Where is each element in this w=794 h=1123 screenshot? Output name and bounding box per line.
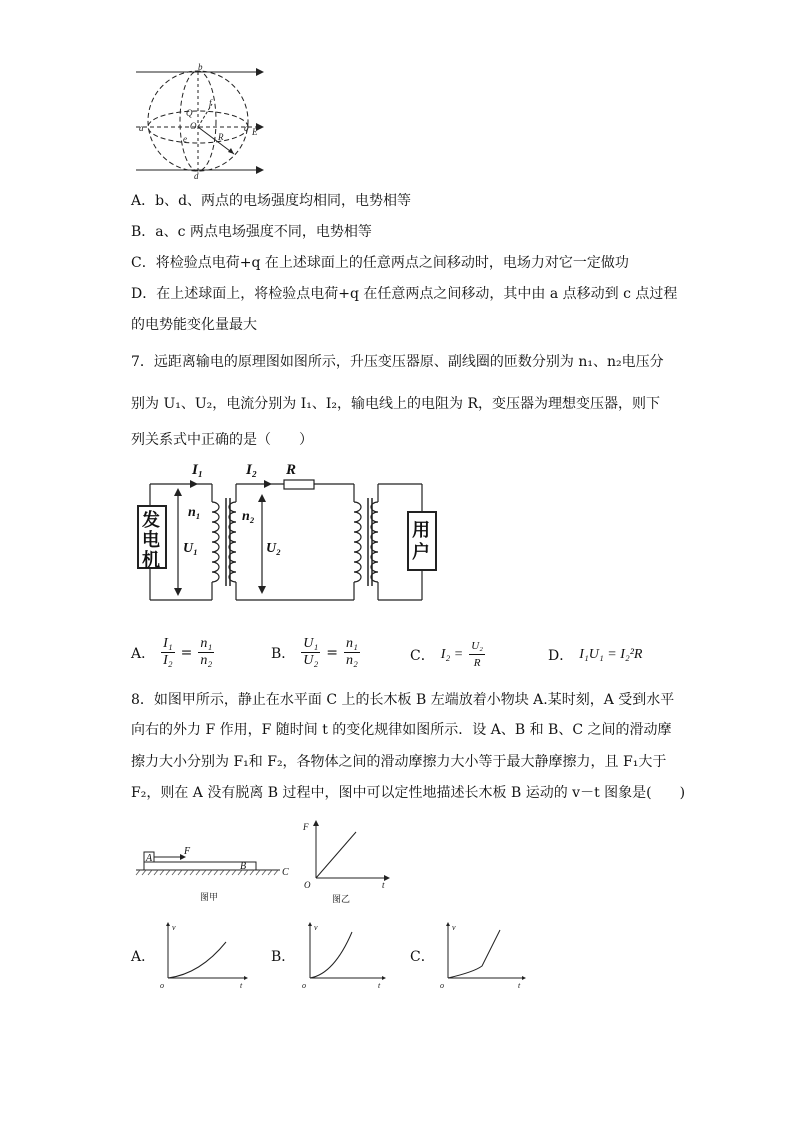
fraction-denominator: n₂ — [200, 653, 213, 668]
fraction-numerator: I₁ — [163, 636, 173, 651]
fraction-i1-i2 — [161, 636, 175, 669]
q8-stem-line1: 8．如图甲所示，静止在水平面 C 上的长木板 B 左端放着小物块 A.某时刻，A 受到水平 — [131, 692, 675, 708]
q8-stem-line4: F₂，则在 A 没有脱离 B 过程中，图中可以定性地描述长木板 B 运动的 v－t 图象是( ) — [131, 785, 686, 801]
power-transmission-circuit — [130, 458, 440, 606]
turns-n2-label: n₂ — [242, 509, 255, 524]
axis-t-label: t — [240, 981, 243, 990]
voltage-u1-label: U₁ — [183, 541, 198, 556]
label-E: E — [252, 127, 258, 137]
figure-yi-caption: 图乙 — [332, 895, 351, 905]
option-d-expression: I₁U₁ = I₂²R — [579, 647, 643, 662]
q7-option-c — [410, 638, 485, 671]
surface-c-label: C — [282, 867, 289, 878]
current-i2-label: I₂ — [246, 462, 258, 478]
q7-option-d-label: D． — [548, 648, 574, 664]
board-b-label: B — [240, 861, 247, 872]
fraction-denominator: U₂ — [303, 653, 319, 668]
q7-option-d — [548, 645, 642, 665]
label-b: b — [198, 62, 203, 72]
origin-o-label: O — [304, 880, 311, 890]
q8-stem-line2: 向右的外力 F 作用，F 随时间 t 的变化规律如图所示．设 A、B 和 B、C 之间的滑动摩 — [131, 722, 672, 738]
fraction-denominator: R — [473, 657, 481, 669]
q7-option-a-label: A． — [131, 645, 156, 662]
fraction-numerator: U₁ — [303, 636, 319, 651]
label-f: f — [209, 98, 212, 108]
q7-stem-line2: 别为 U₁、U₂，电流分别为 I₁、I₂，输电线上的电阻为 R，变压器为理想变压器，则下 — [131, 396, 660, 412]
fraction-n1-n2 — [198, 636, 214, 669]
label-R: R — [218, 132, 224, 142]
generator-char-2: 电 — [142, 530, 160, 551]
q6-option-c: C．将检验点电荷+q 在上述球面上的任意两点之间移动时，电场力对它一定做功 — [131, 255, 629, 271]
label-a: a — [139, 123, 144, 133]
figure-jia-caption: 图甲 — [200, 893, 219, 903]
current-i1-label: I₁ — [192, 462, 204, 478]
fraction-u1-u2 — [301, 636, 320, 669]
user-char-1: 用 — [412, 520, 430, 541]
origin-o-label: o — [302, 981, 306, 990]
q7-option-a — [131, 636, 214, 669]
q8-choice-a-vt-graph — [160, 920, 250, 990]
label-c: c — [244, 123, 248, 133]
fraction-denominator: I₂ — [163, 653, 173, 668]
sphere-field-figure — [130, 62, 270, 180]
axis-t-label: t — [518, 981, 521, 990]
user-char-2: 户 — [412, 542, 430, 563]
q8-choice-b-vt-graph — [298, 920, 388, 990]
generator-char-3: 机 — [142, 550, 160, 571]
axis-v-label: v — [452, 923, 456, 932]
figure-yi-f-t-graph — [298, 820, 398, 906]
fraction-numerator: n₁ — [200, 636, 213, 651]
q6-option-d-continued: 的电势能变化量最大 — [131, 317, 257, 333]
q7-option-c-label: C． — [410, 647, 435, 664]
figure-jia-block-board — [134, 842, 294, 904]
fraction-denominator: n₂ — [346, 653, 358, 668]
generator-char-1: 发 — [142, 510, 160, 531]
q7-option-b-label: B． — [271, 645, 296, 662]
fraction-numerator: n₁ — [346, 636, 358, 651]
q6-option-b: B．a、c 两点电场强度不同，电势相等 — [131, 224, 372, 240]
label-Q: Q — [186, 108, 193, 118]
turns-n1-label: n₁ — [188, 505, 201, 520]
label-d: d — [194, 171, 199, 181]
block-a-label: A — [146, 853, 153, 864]
q8-choice-a-label: A． — [131, 949, 156, 965]
equals-sign: = — [326, 644, 339, 661]
axis-v-label: v — [172, 923, 176, 932]
axis-v-label: v — [314, 923, 318, 932]
force-f-label: F — [184, 846, 191, 857]
q6-option-a: A．b、d、两点的电场强度均相同，电势相等 — [131, 193, 412, 209]
q8-stem-line3: 擦力大小分别为 F₁和 F₂，各物体之间的滑动摩擦力大小等于最大静摩擦力，且 F₁大于 — [131, 754, 667, 770]
q6-option-d: D．在上述球面上，将检验点电荷+q 在任意两点之间移动，其中由 a 点移动到 c 点过程 — [131, 286, 678, 302]
label-e: e — [183, 134, 187, 144]
origin-o-label: o — [440, 981, 444, 990]
q8-choice-c-vt-graph — [436, 920, 528, 990]
axis-f-label: F — [303, 822, 309, 832]
voltage-u2-label: U₂ — [266, 541, 281, 556]
q8-choice-b-label: B． — [271, 949, 296, 965]
origin-o-label: o — [160, 981, 164, 990]
option-c-lhs: I₂ = — [440, 646, 464, 662]
q7-stem-line1: 7．远距离输电的原理图如图所示，升压变压器原、副线圈的匝数分别为 n₁、n₂电压分 — [131, 354, 664, 370]
axis-t-label: t — [382, 880, 385, 890]
fraction-u2-r — [469, 638, 485, 671]
resistor-r-label: R — [286, 462, 297, 478]
q7-stem-line3: 列关系式中正确的是（ ） — [131, 432, 313, 448]
label-O: O — [190, 121, 197, 131]
fraction-numerator: U₂ — [469, 638, 485, 655]
axis-t-label: t — [378, 981, 381, 990]
equals-sign: = — [180, 644, 193, 661]
fraction-n1-n2 — [344, 636, 360, 669]
q8-choice-c-label: C． — [410, 949, 435, 965]
q7-option-b — [271, 636, 360, 669]
